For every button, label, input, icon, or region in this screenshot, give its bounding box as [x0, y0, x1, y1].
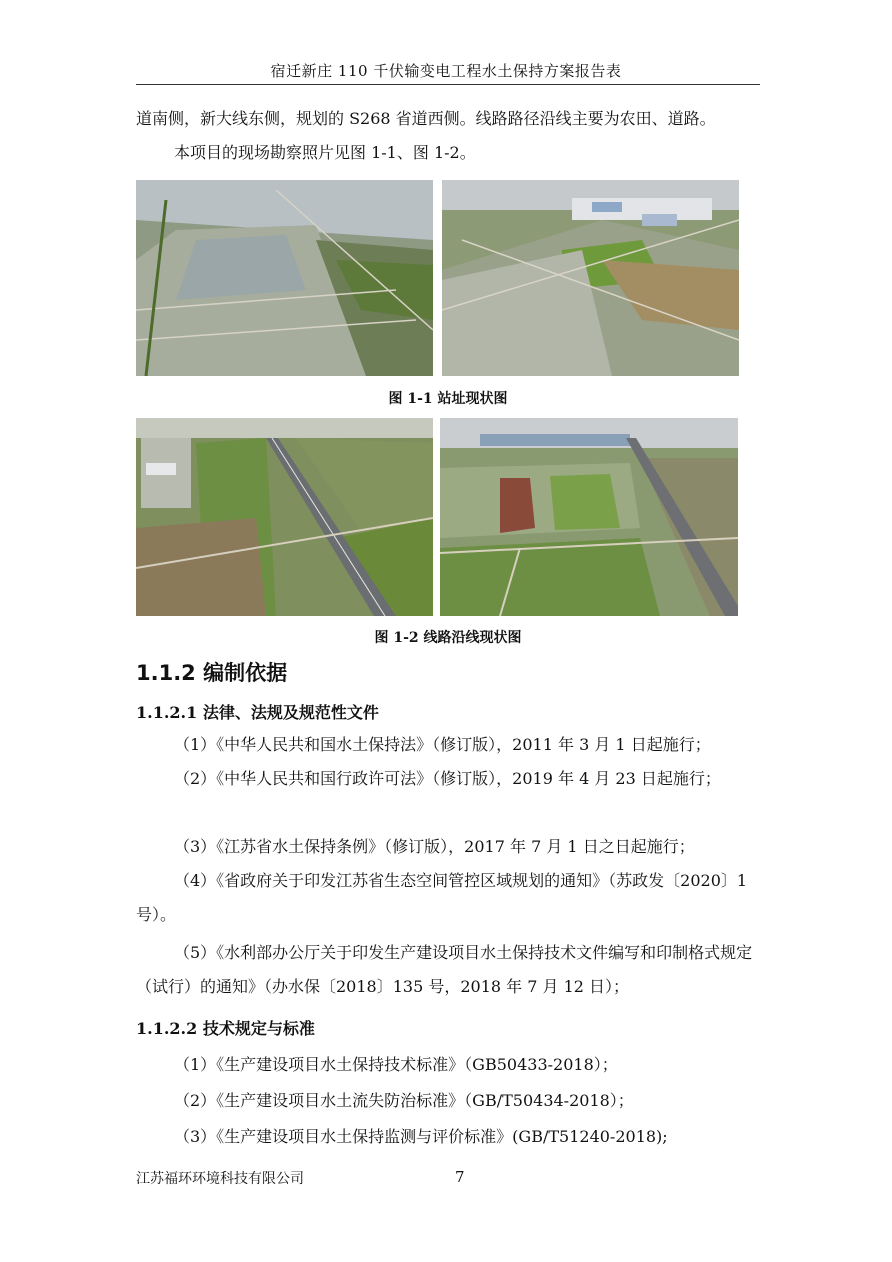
subsection-heading-laws: 1.1.2.1 法律、法规及规范性文件	[136, 703, 379, 722]
law-item-4: （4）《省政府关于印发江苏省生态空间管控区域规划的通知》（苏政发〔2020〕1 号）。	[136, 871, 748, 924]
figure-1-1-caption: 图 1-1 站址现状图	[388, 391, 508, 407]
intro-paragraph	[136, 102, 760, 170]
law-item-1: （1）《中华人民共和国水土保持法》（修订版），2011 年 3 月 1 日起施行；	[174, 735, 711, 754]
law-item-5: （5）《水利部办公厅关于印发生产建设项目水土保持技术文件编写和印制格式规定（试行）的通知》（办水保〔2018〕135 号，2018 年 7 月 12 日）；	[136, 943, 753, 996]
page-header-title: 宿迁新庄 110 千伏输变电工程水土保持方案报告表	[270, 62, 622, 80]
header-rule	[136, 84, 760, 85]
site-photo-1	[136, 180, 433, 376]
figure-1-2-caption: 图 1-2 线路沿线现状图	[374, 630, 522, 646]
section-heading-1-1-2: 1.1.2 编制依据	[136, 661, 288, 685]
intro-line-2: 本项目的现场勘察照片见图 1-1、图 1-2。	[174, 143, 476, 162]
route-photo-1	[136, 418, 433, 616]
law-item-2: （2）《中华人民共和国行政许可法》（修订版），2019 年 4 月 23 日起施行；	[174, 769, 721, 788]
page-number: 7	[455, 1168, 465, 1186]
law-item-3: （3）《江苏省水土保持条例》（修订版），2017 年 7 月 1 日之日起施行；	[174, 837, 695, 856]
standard-item-1: （1）《生产建设项目水土保持技术标准》（GB50433-2018）；	[174, 1055, 618, 1074]
standard-item-3: （3）《生产建设项目水土保持监测与评价标准》(GB/T51240-2018);	[174, 1127, 668, 1146]
subsection-heading-standards: 1.1.2.2 技术规定与标准	[136, 1019, 315, 1038]
intro-line-1: 道南侧，新大线东侧，规划的 S268 省道西侧。线路路径沿线主要为农田、道路。	[136, 109, 716, 128]
footer-company: 江苏福环环境科技有限公司	[136, 1171, 304, 1187]
standard-item-2: （2）《生产建设项目水土流失防治标准》（GB/T50434-2018）；	[174, 1091, 634, 1110]
route-photo-2	[440, 418, 738, 616]
site-photo-2	[442, 180, 739, 376]
